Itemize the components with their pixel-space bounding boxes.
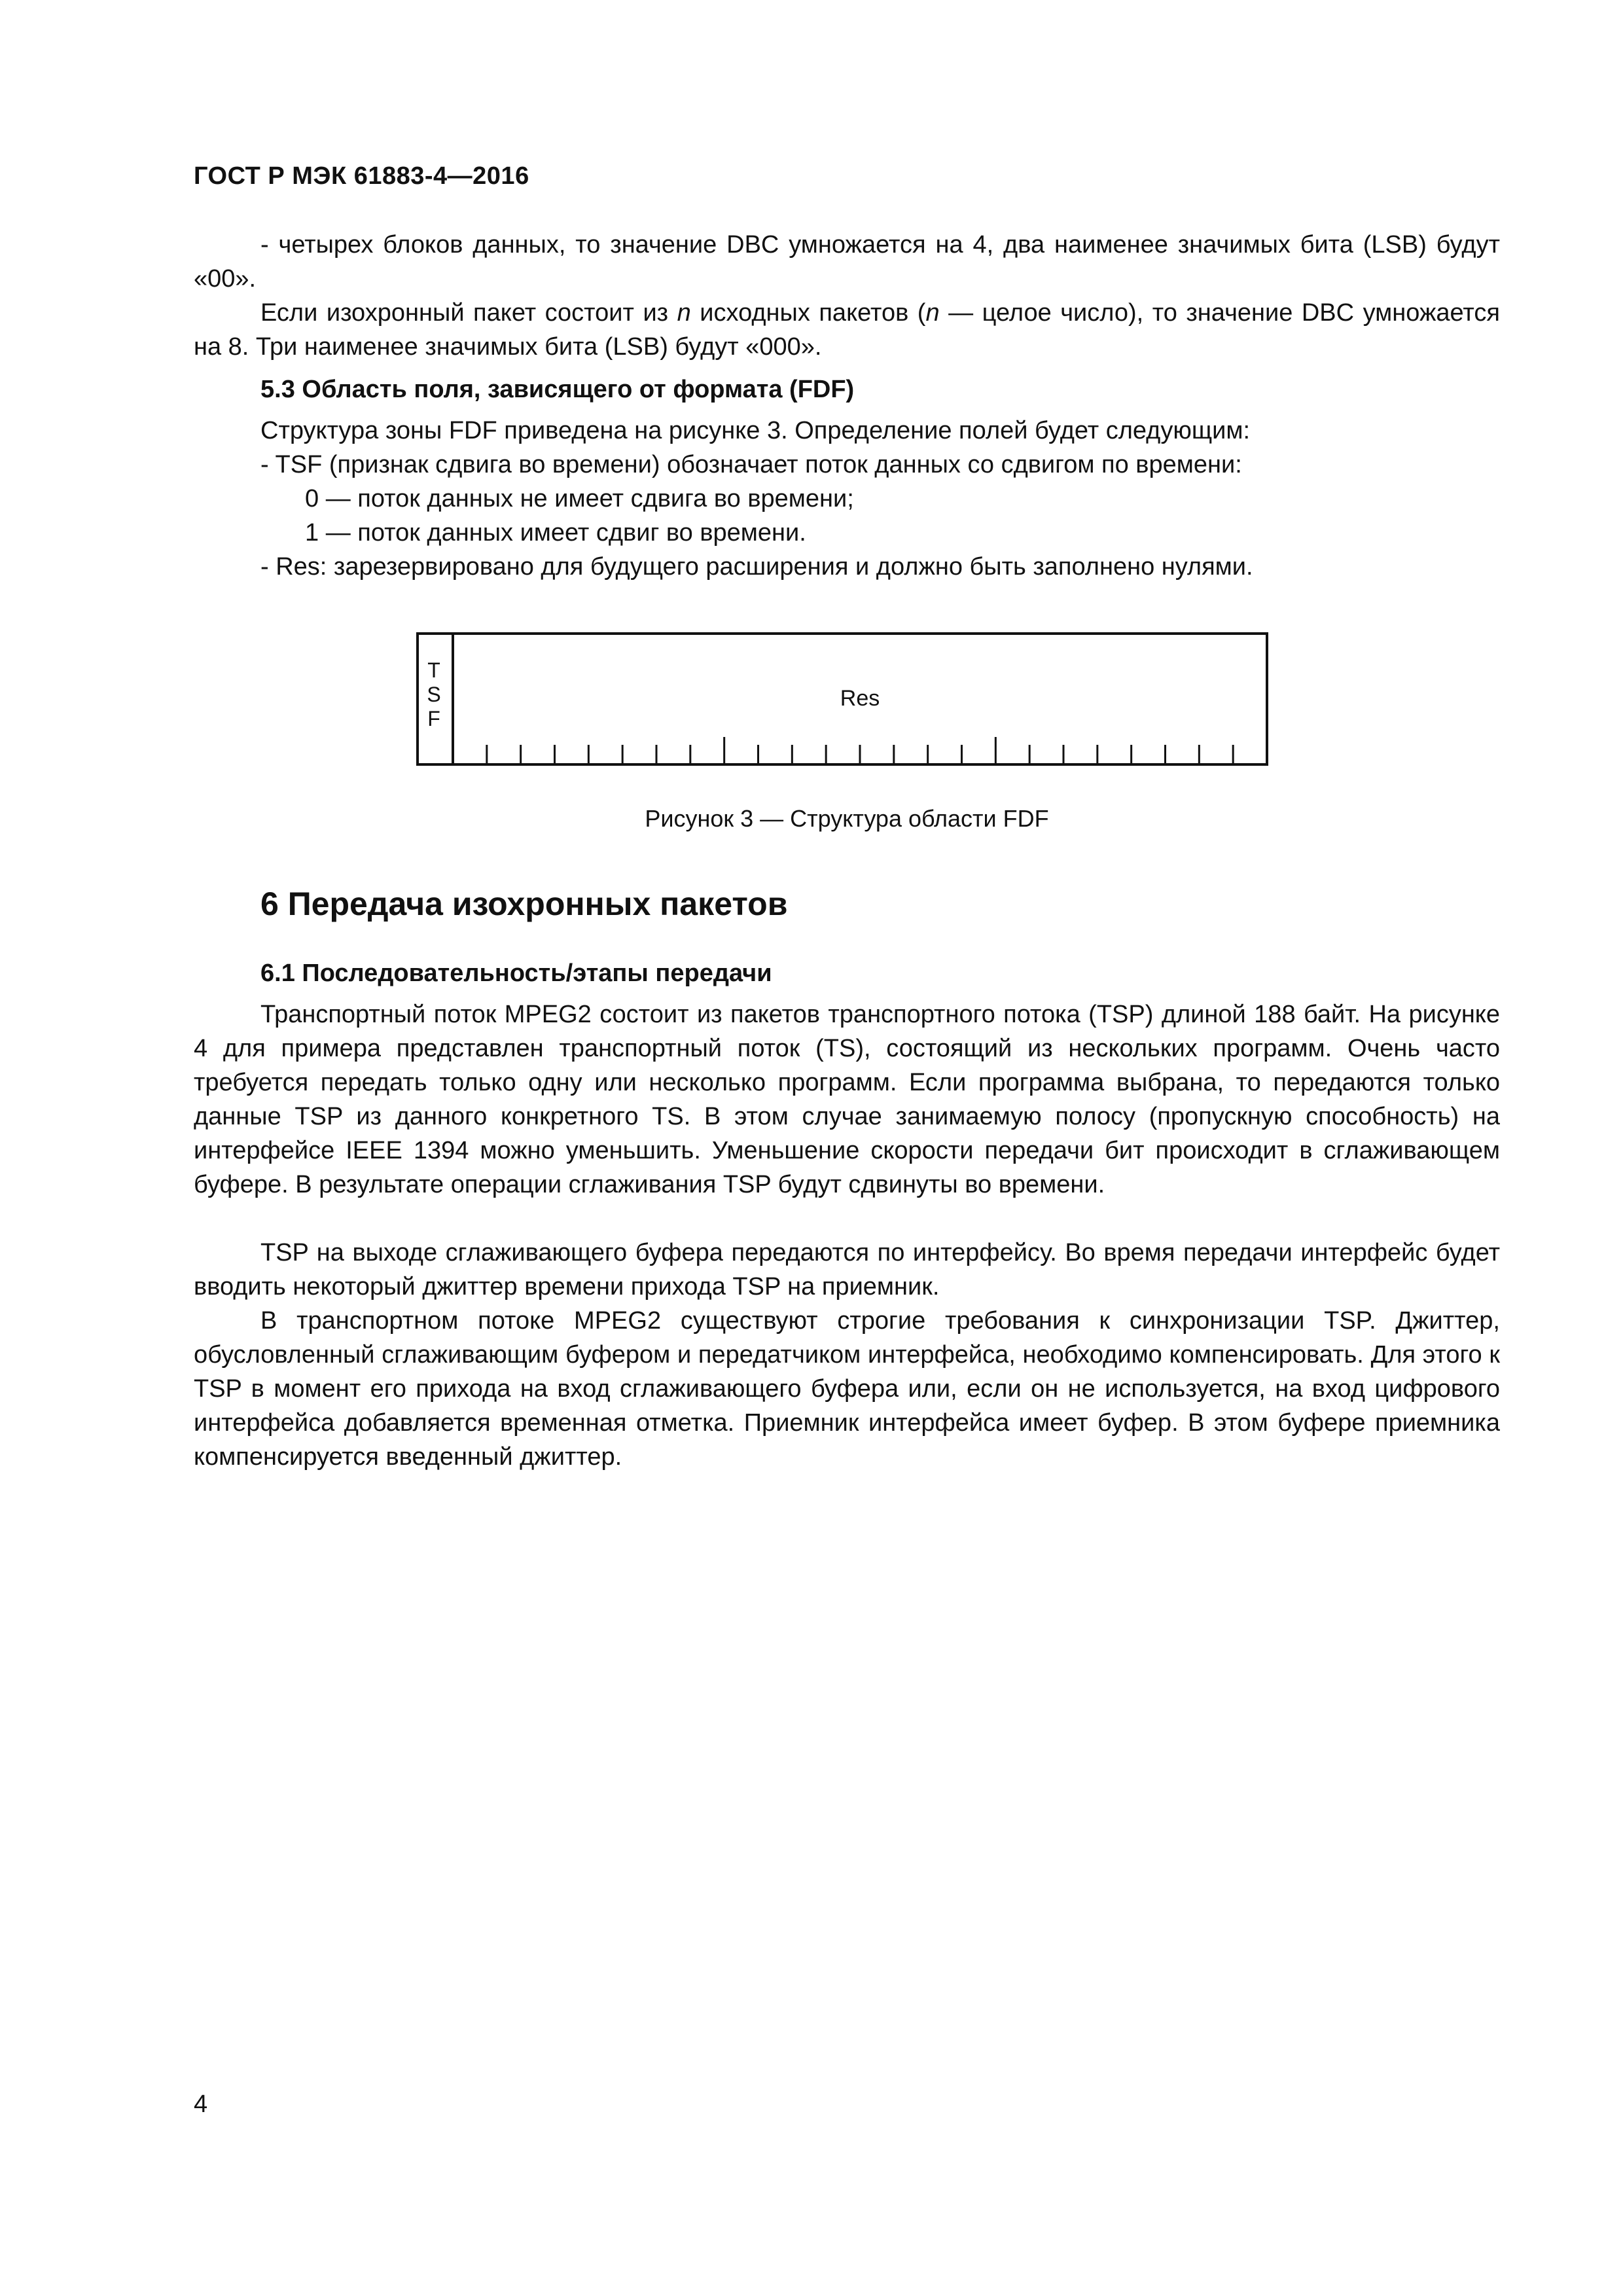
tsf-letter: S (427, 683, 441, 706)
section-5-3-heading: 5.3 Область поля, зависящего от формата (FDF) (260, 376, 855, 403)
section-6-heading: 6 Передача изохронных пакетов (260, 886, 788, 922)
intro-p2-text-a: Если изохронный пакет состоит из (260, 299, 677, 327)
intro-p2-var-n: n (677, 299, 691, 327)
page-number: 4 (194, 2090, 208, 2118)
tsf-letter: F (427, 707, 440, 730)
tsf-letter: T (427, 658, 440, 682)
document-header: ГОСТ Р МЭК 61883-4—2016 (194, 162, 529, 190)
res-field-label: Res (840, 686, 880, 711)
fdf-line: - TSF (признак сдвига во времени) обозначает поток данных со сдвигом по времени: (260, 451, 1242, 478)
section-6-1-heading: 6.1 Последовательность/этапы передачи (260, 960, 772, 987)
intro-p2-text-b: исходных пакетов ( (690, 299, 926, 327)
figure-3-caption: Рисунок 3 — Структура области FDF (645, 805, 1049, 832)
fdf-line: Структура зоны FDF приведена на рисунке 3. Определение полей будет следующим: (260, 417, 1251, 444)
intro-p2-text-c: — целое число), то значение DBC умножается на 8. Три наименее значимых бита (LSB) будут «000». (194, 299, 1500, 361)
fdf-line: 1 — поток данных имеет сдвиг во времени. (305, 519, 806, 547)
bit-ticks (487, 737, 1233, 764)
intro-paragraph-2 (194, 296, 1500, 364)
tsf-field-label (416, 658, 452, 731)
section-6-1-paragraph: В транспортном потоке MPEG2 существуют строгие требования к синхронизации TSP. Джиттер, обусловленный сглаживающим буфером и передатчиком интерфейса, необходимо компенсировать. Для этого к TSP в момент его прихода на вход сглаживающего буфера или, если он не используется, на вход цифрового интерфейса добавляется временная отметка. Приемник интерфейса имеет буфер. В этом буфере приемника компенсируется введенный джиттер. (194, 1307, 1500, 1471)
fdf-line: - Res: зарезервировано для будущего расширения и должно быть заполнено нулями. (260, 553, 1253, 581)
intro-p2-var-n: n (925, 299, 940, 327)
section-6-1-paragraph: Транспортный поток MPEG2 состоит из пакетов транспортного потока (TSP) длиной 188 байт. На рисунке 4 для примера представлен транспортный поток (TS), состоящий из нескольких программ. Очень часто требуется передать только одну или несколько программ. Если программа выбрана, то передаются только данные TSP из данного конкретного TS. В этом случае занимаемую полосу (пропускную способность) на интерфейсе IEEE 1394 можно уменьшить. Уменьшение скорости передачи бит происходит в сглаживающем буфере. В результате операции сглаживания TSP будут сдвинуты во времени. (194, 1001, 1500, 1198)
section-6-1-paragraph: TSP на выходе сглаживающего буфера передаются по интерфейсу. Во время передачи интерфейс будет вводить некоторый джиттер времени прихода TSP на приемник. (194, 1239, 1500, 1300)
intro-paragraph-1: - четырех блоков данных, то значение DBC умножается на 4, два наименее значимых бита (LSB) будут «00». (194, 231, 1500, 293)
fdf-line: 0 — поток данных не имеет сдвига во времени; (305, 485, 854, 512)
